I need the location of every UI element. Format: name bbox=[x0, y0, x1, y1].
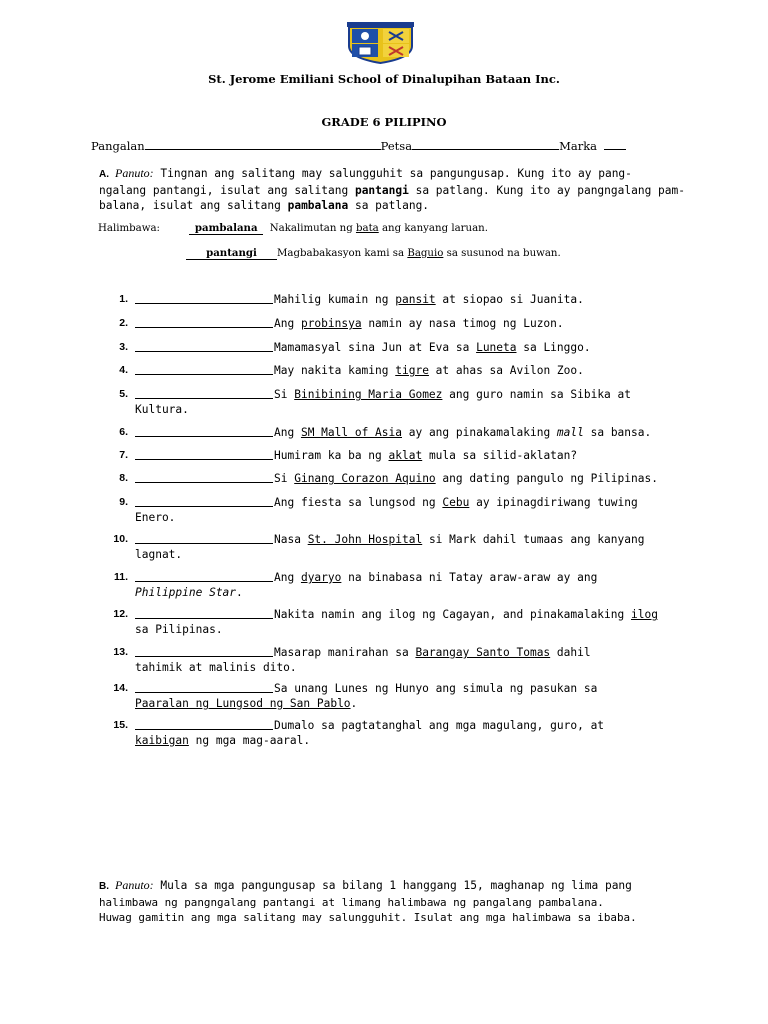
question-number: 14. bbox=[113, 682, 128, 694]
question-number: 13. bbox=[113, 646, 128, 658]
question-number: 11. bbox=[113, 571, 128, 583]
question-number: 3. bbox=[119, 341, 128, 353]
example-1-answer: pambalana bbox=[189, 222, 263, 235]
question-sentence bbox=[274, 363, 674, 378]
question-number: 9. bbox=[119, 496, 128, 508]
answer-blank[interactable] bbox=[135, 618, 273, 619]
date-field[interactable] bbox=[412, 138, 559, 150]
name-field[interactable] bbox=[145, 138, 381, 150]
example-text: Magbabakasyon kami sa bbox=[277, 248, 408, 259]
sentence-text: Ang fiesta sa lungsod ng bbox=[274, 496, 443, 509]
question-number: 6. bbox=[119, 426, 128, 438]
sentence-continuation bbox=[135, 622, 223, 637]
sentence-text: Sa unang Lunes ng Hunyo ang simula ng pasukan sa bbox=[274, 682, 598, 695]
underlined-word: Binibining Maria Gomez bbox=[294, 388, 443, 401]
question-sentence bbox=[274, 448, 674, 463]
underlined-word: Ginang Corazon Aquino bbox=[294, 472, 436, 485]
sentence-text: Ang bbox=[274, 571, 301, 584]
question-number: 8. bbox=[119, 472, 128, 484]
score-label: Marka bbox=[559, 139, 598, 153]
sentence-text: ang guro namin sa Sibika at bbox=[442, 388, 631, 401]
answer-blank[interactable] bbox=[135, 581, 273, 582]
question-sentence bbox=[274, 495, 674, 510]
part-b-instructions bbox=[99, 878, 674, 926]
italic-word: mall bbox=[556, 426, 584, 439]
example-text: Nakalimutan ng bbox=[269, 223, 356, 234]
sentence-text: Mamamasyal sina Jun at Eva sa bbox=[274, 341, 477, 354]
sentence-text: Ang bbox=[274, 426, 301, 439]
question-sentence bbox=[274, 316, 674, 331]
sentence-text: Si bbox=[274, 388, 295, 401]
part-b-line: Mula sa mga pangungusap sa bilang 1 hanggang 15, maghanap ng lima pang bbox=[160, 879, 632, 892]
part-a-line: ngalang pantangi, isulat ang salitang bbox=[99, 183, 355, 197]
example-2 bbox=[186, 247, 561, 260]
question-sentence bbox=[274, 718, 674, 733]
sentence-text: at ahas sa Avilon Zoo. bbox=[428, 364, 584, 377]
sentence-text: sa Pilipinas. bbox=[135, 623, 223, 636]
part-a-letter: A. bbox=[99, 169, 109, 180]
score-field[interactable] bbox=[604, 138, 626, 150]
sentence-text: na binabasa ni Tatay araw-araw ay ang bbox=[341, 571, 598, 584]
underlined-word: dyaryo bbox=[300, 571, 342, 584]
sentence-text: lagnat. bbox=[135, 548, 183, 561]
part-a-line: Tingnan ang salitang may salungguhit sa pangungusap. Kung ito ay pang- bbox=[160, 167, 632, 180]
question-sentence bbox=[274, 471, 674, 486]
sentence-text: Mahilig kumain ng bbox=[274, 293, 396, 306]
sentence-text: sa Linggo. bbox=[516, 341, 591, 354]
question-sentence bbox=[274, 292, 674, 307]
sentence-text: Dumalo sa pagtatanghal ang mga magulang, guro, at bbox=[274, 719, 605, 732]
answer-blank[interactable] bbox=[135, 436, 273, 437]
sentence-text: Si bbox=[274, 472, 295, 485]
answer-blank[interactable] bbox=[135, 459, 273, 460]
sentence-continuation bbox=[135, 585, 243, 600]
sentence-text: at siopao si Juanita. bbox=[435, 293, 584, 306]
sentence-text: . bbox=[236, 586, 243, 599]
question-number: 15. bbox=[113, 719, 128, 731]
sentence-continuation bbox=[135, 660, 297, 675]
answer-blank[interactable] bbox=[135, 506, 273, 507]
question-number: 10. bbox=[113, 533, 128, 545]
question-sentence bbox=[274, 340, 674, 355]
answer-blank[interactable] bbox=[135, 327, 273, 328]
sentence-continuation bbox=[135, 402, 189, 417]
bold-keyword: pantangi bbox=[354, 183, 409, 197]
question-number: 2. bbox=[119, 317, 128, 329]
example-1 bbox=[98, 222, 488, 235]
sentence-continuation bbox=[135, 510, 175, 525]
underlined-word: pansit bbox=[395, 293, 436, 306]
question-sentence bbox=[274, 425, 674, 440]
question-number: 5. bbox=[119, 388, 128, 400]
part-a-instructions bbox=[99, 166, 685, 214]
underlined-word: bata bbox=[355, 223, 379, 234]
part-b-letter: B. bbox=[99, 881, 109, 892]
part-a-line: balana, isulat ang salitang bbox=[99, 199, 288, 212]
sentence-text: ay ang pinakamalaking bbox=[402, 426, 557, 439]
italic-word: Philippine Star bbox=[135, 586, 237, 599]
sentence-text: namin ay nasa timog ng Luzon. bbox=[361, 317, 564, 330]
sentence-text: Humiram ka ba ng bbox=[274, 449, 389, 462]
underlined-word: Paaralan ng Lungsod ng San Pablo bbox=[135, 697, 351, 710]
underlined-word: St. John Hospital bbox=[307, 533, 423, 546]
school-crest-logo bbox=[343, 20, 418, 64]
part-a-label: Panuto: bbox=[115, 166, 154, 180]
school-name: St. Jerome Emiliani School of Dinalupihan Bataan Inc. bbox=[208, 72, 560, 86]
sentence-continuation bbox=[135, 547, 182, 562]
sentence-text: ang dating pangulo ng Pilipinas. bbox=[435, 472, 658, 485]
answer-blank[interactable] bbox=[135, 303, 273, 304]
part-b-label: Panuto: bbox=[115, 878, 154, 892]
underlined-word: tigre bbox=[395, 364, 429, 377]
part-a-line: sa patlang. Kung ito ay pangngalang pam- bbox=[408, 183, 685, 197]
underlined-word: Luneta bbox=[476, 341, 517, 354]
sentence-text: May nakita kaming bbox=[274, 364, 396, 377]
bold-keyword: pambalana bbox=[287, 199, 349, 212]
worksheet-title: GRADE 6 PILIPINO bbox=[321, 115, 447, 129]
sentence-text: tahimik at malinis dito. bbox=[135, 661, 297, 674]
sentence-text: Ang bbox=[274, 317, 301, 330]
answer-blank[interactable] bbox=[135, 374, 273, 375]
sentence-text: . bbox=[350, 697, 358, 710]
sentence-continuation bbox=[135, 733, 310, 748]
sentence-text: sa bansa. bbox=[583, 426, 652, 439]
answer-blank[interactable] bbox=[135, 482, 273, 483]
question-sentence bbox=[274, 681, 674, 696]
underlined-word: kaibigan bbox=[135, 734, 189, 747]
example-label: Halimbawa: bbox=[98, 223, 160, 234]
underlined-word: probinsya bbox=[300, 317, 362, 330]
underlined-word: Baguio bbox=[407, 248, 444, 259]
question-number: 7. bbox=[119, 449, 128, 461]
sentence-text: dahil bbox=[550, 646, 591, 659]
name-label: Pangalan bbox=[91, 139, 145, 153]
sentence-text: Kultura. bbox=[135, 403, 189, 416]
sentence-text: Nakita namin ang ilog ng Cagayan, and pinakamalaking bbox=[274, 608, 631, 621]
question-number: 4. bbox=[119, 364, 128, 376]
sentence-text: Nasa bbox=[274, 533, 308, 546]
answer-blank[interactable] bbox=[135, 351, 273, 352]
part-a-line: sa patlang. bbox=[348, 199, 430, 212]
answer-blank[interactable] bbox=[135, 656, 273, 657]
example-text: ang kanyang laruan. bbox=[378, 223, 488, 234]
sentence-text: si Mark dahil tumaas ang kanyang bbox=[422, 533, 645, 546]
example-text: sa susunod na buwan. bbox=[443, 248, 561, 259]
answer-blank[interactable] bbox=[135, 398, 273, 399]
underlined-word: SM Mall of Asia bbox=[300, 426, 402, 439]
question-sentence bbox=[274, 532, 674, 547]
underlined-word: aklat bbox=[388, 449, 423, 462]
underlined-word: ilog bbox=[630, 608, 658, 621]
sentence-text: ay ipinagdiriwang tuwing bbox=[469, 496, 638, 509]
sentence-continuation bbox=[135, 696, 357, 711]
sentence-text: Masarap manirahan sa bbox=[274, 646, 416, 659]
student-info-header bbox=[91, 138, 626, 153]
question-sentence bbox=[274, 387, 674, 402]
question-sentence bbox=[274, 645, 674, 660]
sentence-text: ng mga mag-aaral. bbox=[188, 734, 311, 747]
part-b-line: halimbawa ng pangngalang pantangi at limang halimbawa ng pangalang pambalana. bbox=[99, 895, 604, 909]
answer-blank[interactable] bbox=[135, 729, 273, 730]
underlined-word: Cebu bbox=[442, 496, 470, 509]
question-sentence bbox=[274, 570, 674, 585]
question-number: 1. bbox=[119, 293, 128, 305]
example-2-answer: pantangi bbox=[186, 247, 277, 260]
sentence-text: mula sa silid-aklatan? bbox=[422, 449, 578, 462]
part-b-line: Huwag gamitin ang mga salitang may salungguhit. Isulat ang mga halimbawa sa ibaba. bbox=[99, 911, 637, 924]
date-label: Petsa bbox=[380, 139, 413, 153]
sentence-text: Enero. bbox=[135, 511, 176, 524]
answer-blank[interactable] bbox=[135, 692, 273, 693]
underlined-word: Barangay Santo Tomas bbox=[415, 646, 551, 659]
question-number: 12. bbox=[113, 608, 128, 620]
answer-blank[interactable] bbox=[135, 543, 273, 544]
question-sentence bbox=[274, 607, 674, 622]
